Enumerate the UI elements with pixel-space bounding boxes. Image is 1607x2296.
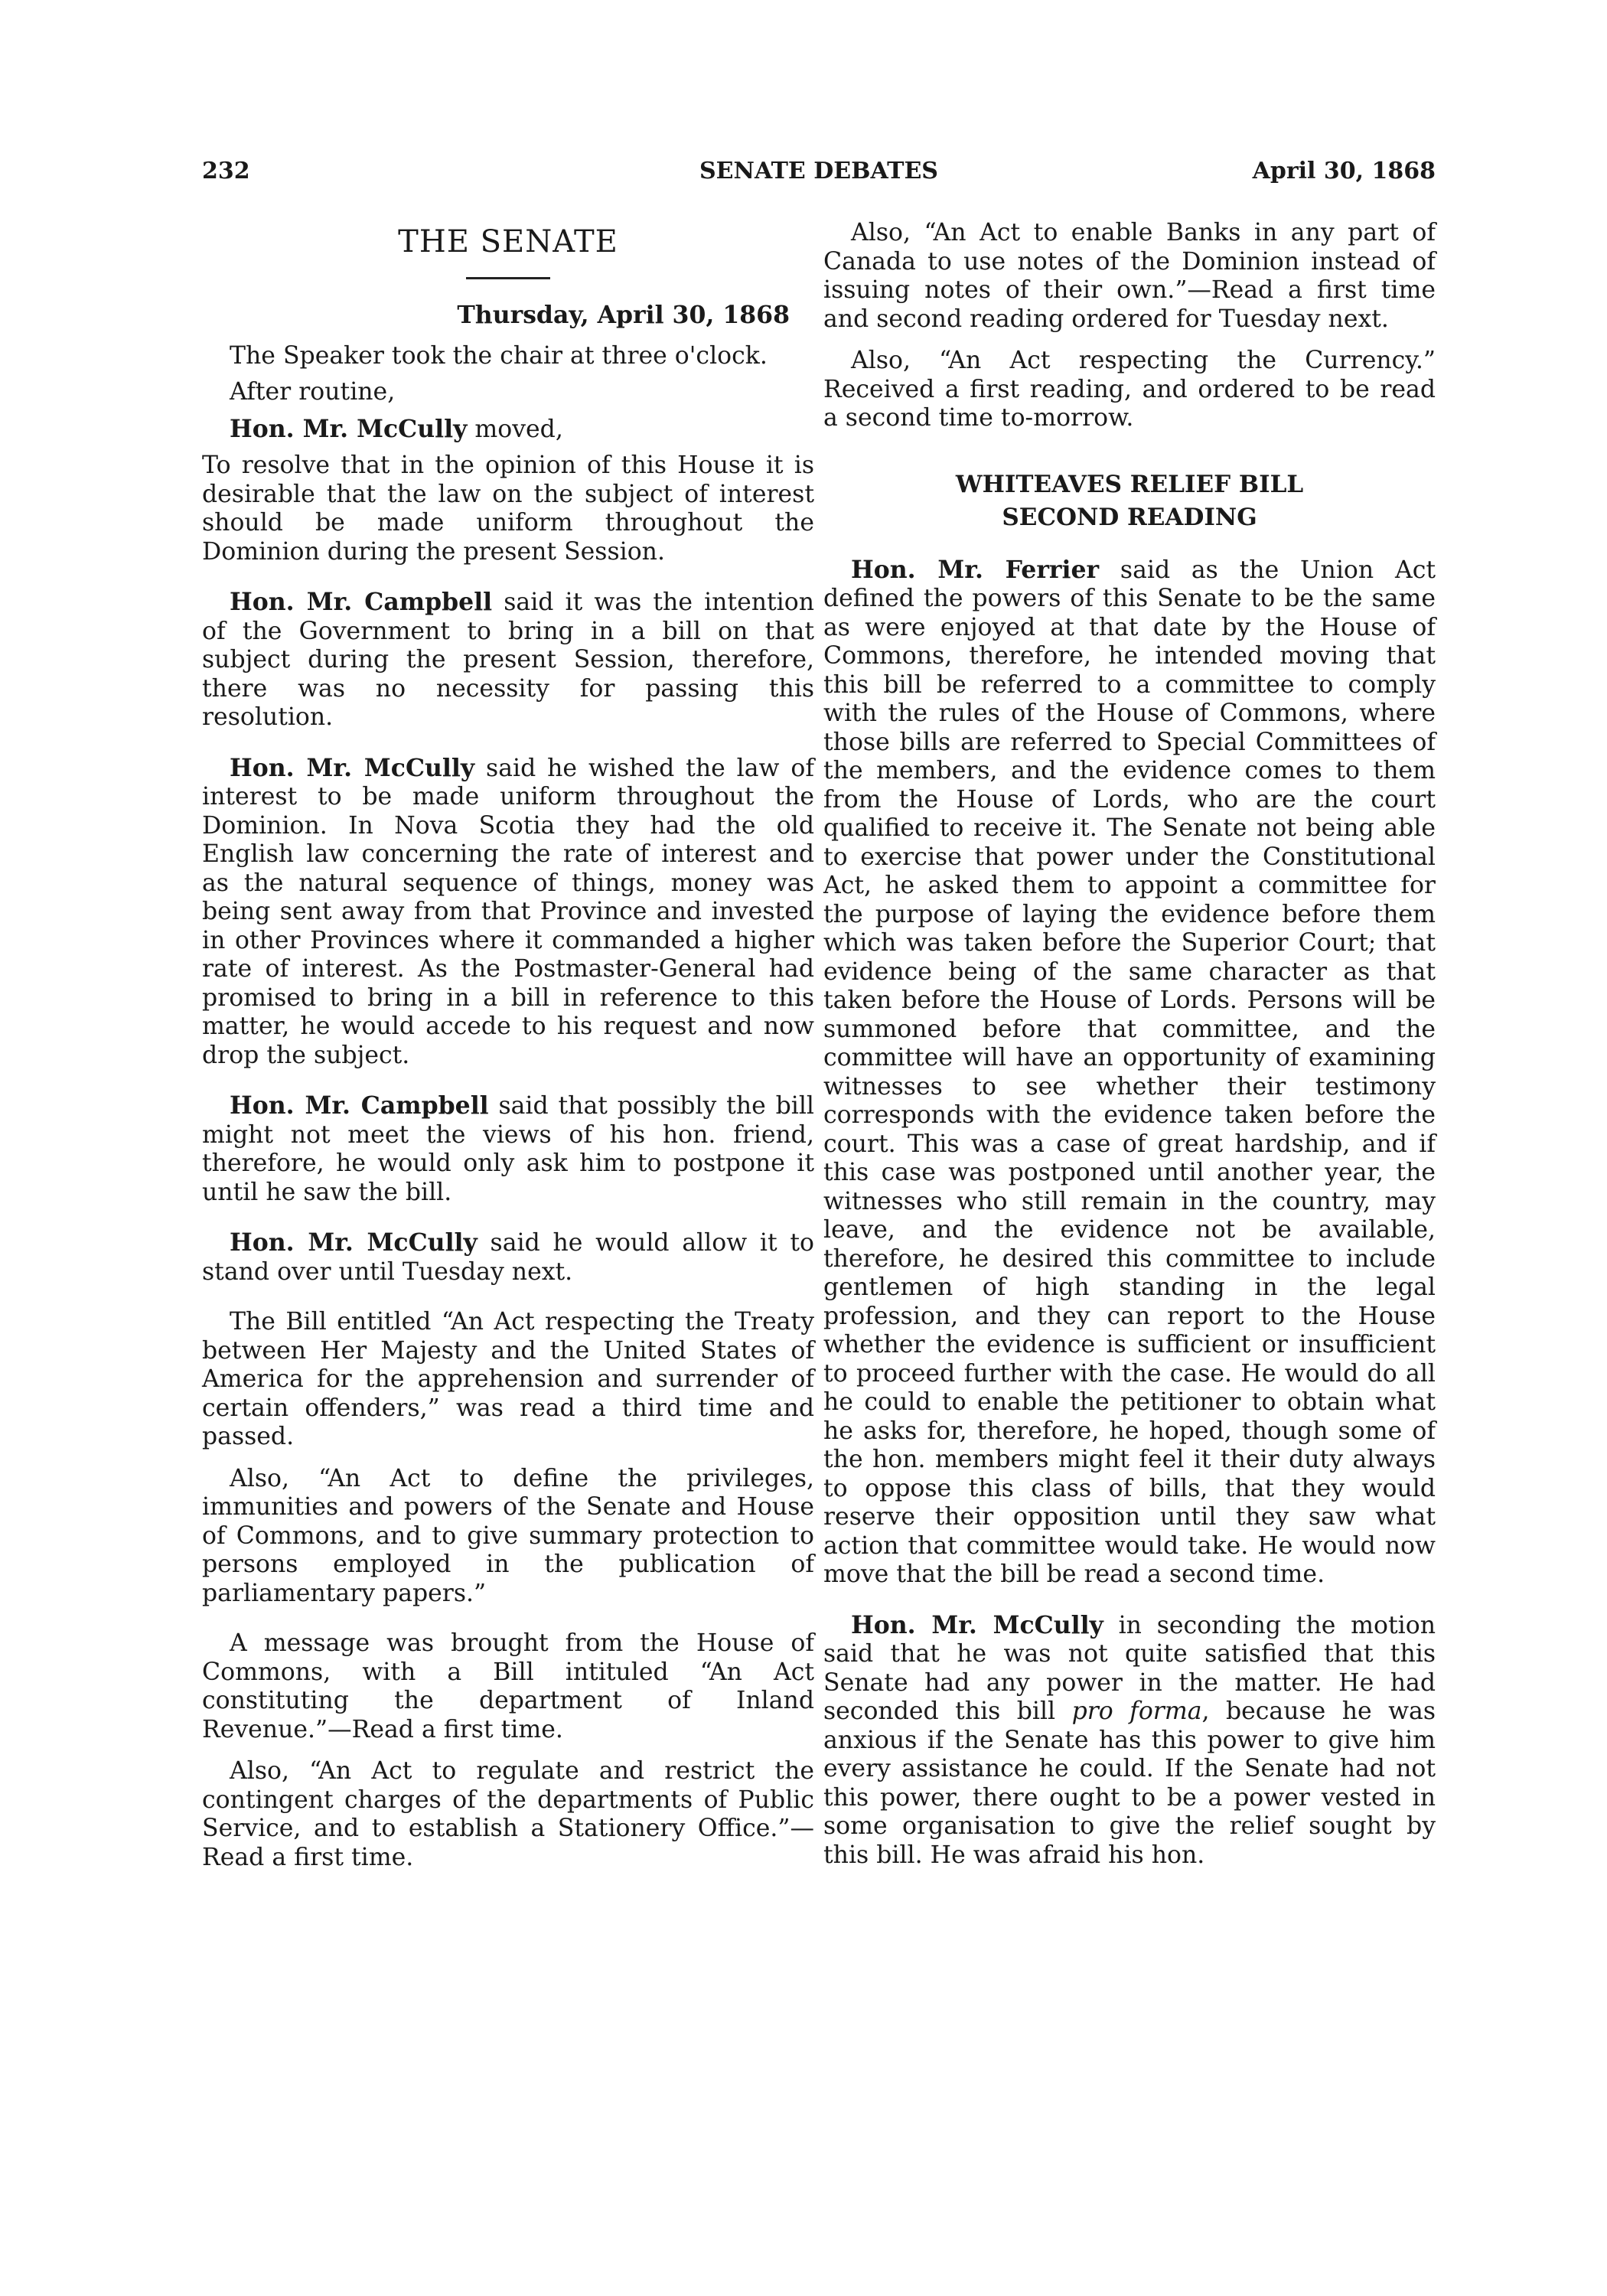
section-heading-line: SECOND READING	[1002, 503, 1257, 531]
page-number: 232	[202, 158, 250, 184]
latin-phrase: pro forma	[1071, 1698, 1202, 1725]
paragraph: Also, “An Act to enable Banks in any part of Canada to use notes of the Dominion instead of issuing notes of their own.”—Read a first time and second reading ordered for Tuesday next.	[823, 219, 1436, 333]
section-heading-line: WHITEAVES RELIEF BILL	[955, 470, 1304, 498]
paragraph-text: said that possibly the bill might not meet the views of his hon. friend, therefore, he would only ask him to postpone it until he saw the bill.	[202, 1092, 814, 1206]
sitting-date: Thursday, April 30, 1868	[457, 301, 790, 329]
section-title: THE SENATE	[398, 224, 618, 259]
speaker-name: Hon. Mr. Campbell	[230, 588, 493, 616]
paragraph-text: said he would allow it to stand over until Tuesday next.	[202, 1229, 814, 1286]
paragraph	[202, 1091, 814, 1207]
paragraph-text: said as the Union Act defined the powers of this Senate to be the same as were enjoyed at that date by the House of Commons, therefore, he intended moving that this bill be referred to a committee to comply with the rules of the House of Commons, where those bills are referred to Special Committees of the members, and the evidence comes to them from the House of Lords, who are the court qualified to receive it. The Senate not being able to exercise that power under the Constitutional Act, he asked them to appoint a committee for the purpose of laying the evidence before them which was taken before the Superior Court; that evidence being of the same character as that taken before the House of Lords. Persons will be summoned before that committee, and the committee will have an opportunity of examining witnesses to see whether their testimony corresponds with the evidence taken before the court. This was a case of great hardship, and if this case was postponed until another year, the witnesses who still remain in the country, may leave, and the evidence not be available, therefore, he desired this committee to include gentlemen of high standing in the legal profession, and they can report to the House whether the evidence is sufficient or insufficient to proceed further with the case. He would do all he could to enable the petitioner to obtain what he asks for, therefore, he hoped, though some of the hon. members might feel it their duty always to oppose this class of bills, that they would reserve their opposition until they saw what action that committee would take. He would now move that the bill be read a second time.	[823, 556, 1436, 1588]
paragraph-text: moved,	[467, 415, 563, 443]
paragraph	[202, 588, 814, 732]
speaker-name: Hon. Mr. Campbell	[230, 1091, 489, 1120]
speaker-name: Hon. Mr. McCully	[851, 1610, 1103, 1639]
title-rule	[466, 277, 550, 279]
paragraph: The Speaker took the chair at three o'clock.	[230, 341, 768, 370]
paragraph: Also, “An Act respecting the Currency.” Received a first reading, and ordered to be read a second time to-morrow.	[823, 347, 1436, 432]
running-title: SENATE DEBATES	[699, 158, 938, 184]
paragraph: Also, “An Act to regulate and restrict the contingent charges of the departments of Public Service, and to establish a Stationery Office.”—Read a first time.	[202, 1757, 814, 1871]
left-column	[202, 219, 814, 1885]
paragraph-text: said he wished the law of interest to be made uniform throughout the Dominion. In Nova Scotia they had the old English law concerning the rate of interest and as the natural sequence of things, money was being sent away from that Province and invested in other Provinces where it commanded a higher rate of interest. As the Postmaster-General had promised to bring in a bill in reference to this matter, he would accede to his request and now drop the subject.	[202, 754, 815, 1069]
running-header	[202, 158, 1436, 191]
speaker-name: Hon. Mr. McCully	[230, 1228, 478, 1257]
section-heading	[823, 468, 1436, 534]
paragraph-text: , because he was anxious if the Senate has this power to give him every assistance he could. If the Senate had not this power, there ought to be a power vested in some organisation to give the relief sought by this bill. He was afraid his hon.	[823, 1698, 1436, 1869]
paragraph	[823, 556, 1436, 1590]
paragraph	[202, 415, 814, 445]
paragraph: Also, “An Act to define the privileges, immunities and powers of the Senate and House of Commons, and to give summary protection to persons employed in the publication of parliamentary papers.”	[202, 1464, 814, 1607]
speaker-name: Hon. Mr. McCully	[230, 753, 475, 782]
paragraph: A message was brought from the House of Commons, with a Bill intituled “An Act constituting the department of Inland Revenue.”—Read a first time.	[202, 1629, 814, 1743]
paragraph: After routine,	[230, 378, 396, 406]
speaker-name: Hon. Mr. Ferrier	[851, 555, 1100, 584]
paragraph	[202, 1228, 814, 1287]
header-date: April 30, 1868	[1252, 158, 1436, 184]
paragraph-text: said it was the intention of the Government to bring in a bill on that subject during the present Session, therefore, there was no necessity for passing this resolution.	[202, 589, 814, 731]
paragraph-text: in seconding the motion said that he was not quite satisfied that this Senate had any power in the matter. He had seconded this bill	[823, 1611, 1436, 1725]
speaker-name: Hon. Mr. McCully	[230, 414, 468, 443]
paragraph: The Bill entitled “An Act respecting the Treaty between Her Majesty and the United States of America for the apprehension and surrender of certain offenders,” was read a third time and passed.	[202, 1308, 814, 1450]
right-column	[823, 219, 1436, 1883]
paragraph	[823, 1611, 1436, 1870]
resolution-text: To resolve that in the opinion of this House it is desirable that the law on the subject of interest should be made uniform throughout the Dominion during the present Session.	[202, 452, 814, 566]
paragraph	[202, 754, 814, 1071]
